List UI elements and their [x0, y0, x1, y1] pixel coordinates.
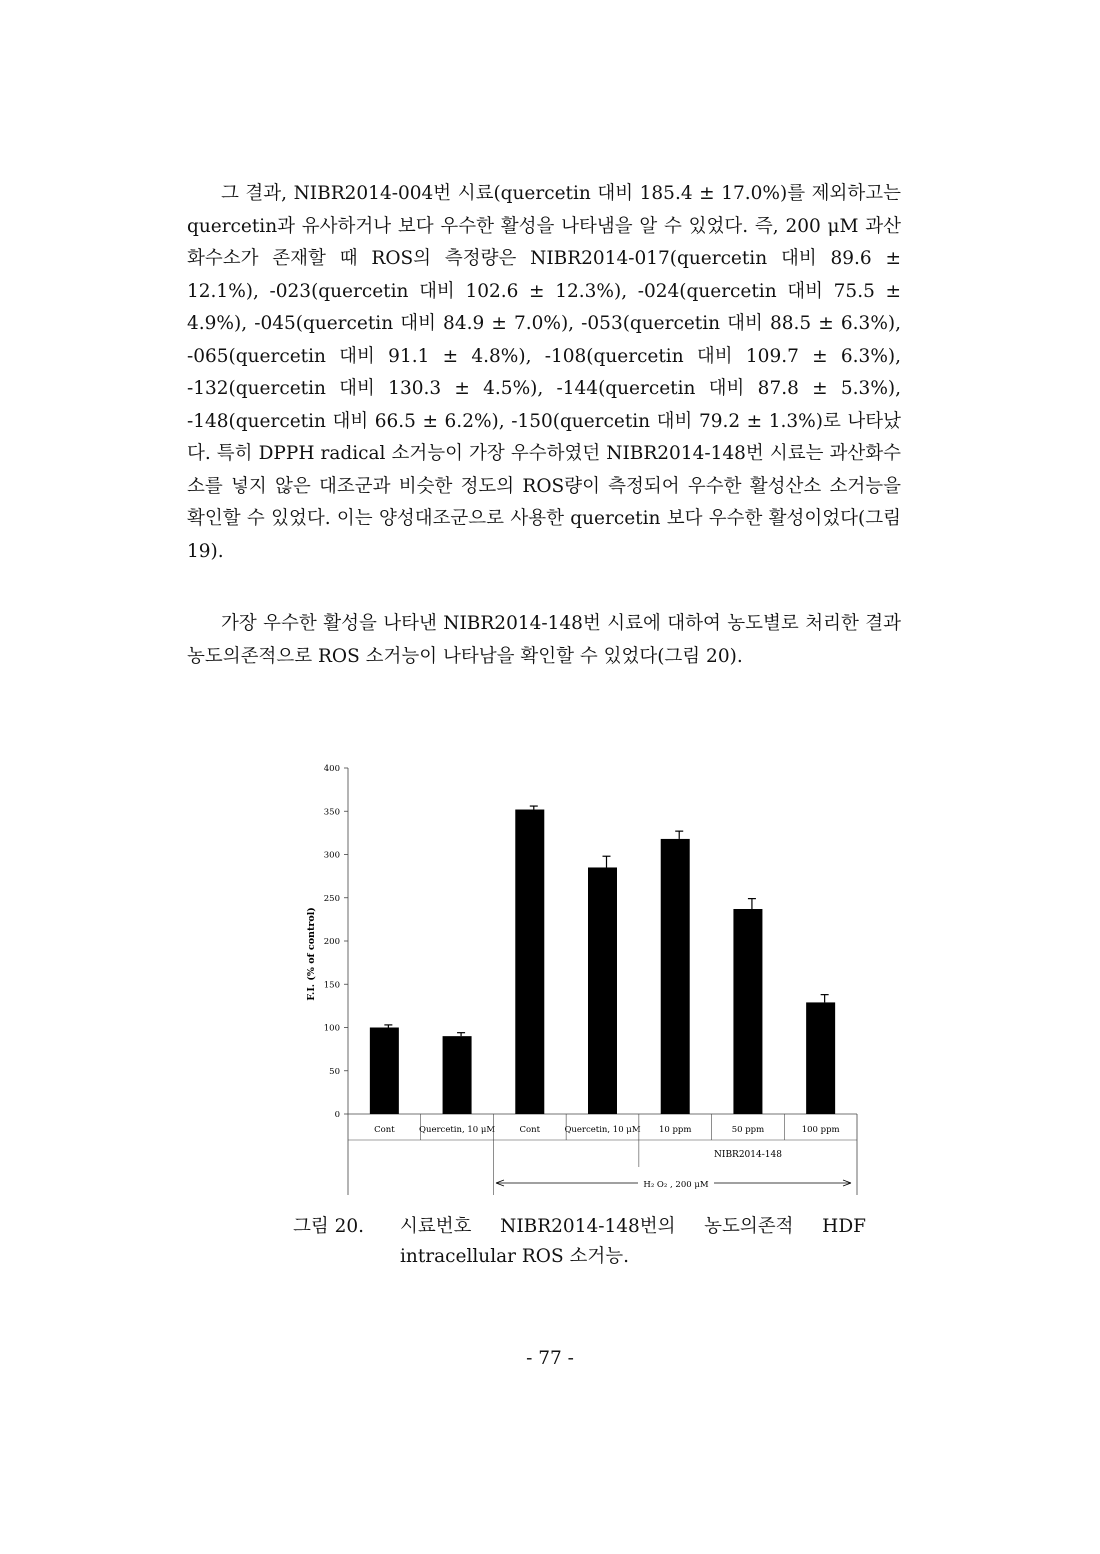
x-tick-label: Quercetin, 10 μM	[564, 1125, 641, 1135]
bar-series	[370, 806, 835, 1114]
x-tick-label: Quercetin, 10 μM	[419, 1125, 496, 1135]
y-tick-label: 350	[323, 807, 340, 818]
y-tick-label: 100	[323, 1023, 340, 1034]
group-label-sample: NIBR2014-148	[714, 1150, 782, 1160]
bar	[515, 810, 544, 1114]
figure-caption-label: 그림 20.	[293, 1216, 365, 1237]
y-ticks	[324, 764, 348, 1120]
x-tick-label: 100 ppm	[801, 1125, 840, 1135]
page-number: - 77 -	[526, 1348, 574, 1369]
body-paragraph-2: 가장 우수한 활성을 나타낸 NIBR2014-148번 시료에 대하여 농도별로 처리한 결과 농도의존적으로 ROS 소거능이 나타남을 확인할 수 있었다(그림 20).	[187, 613, 901, 667]
y-tick-label: 200	[323, 937, 340, 947]
figure-caption-line2: intracellular ROS 소거능.	[400, 1246, 630, 1267]
y-tick-label: 150	[323, 980, 340, 991]
y-tick-label: 300	[323, 850, 340, 861]
y-axis-label: F.I. (% of control)	[306, 907, 317, 1001]
y-tick-label: 250	[323, 893, 340, 904]
bar	[733, 909, 762, 1114]
y-tick-label: 50	[329, 1066, 340, 1077]
x-tick-label: Cont	[519, 1125, 541, 1135]
bar	[588, 867, 617, 1114]
group-label-treatment: H₂ O₂ , 200 μM	[643, 1180, 709, 1190]
x-tick-label: 10 ppm	[658, 1125, 692, 1135]
bar	[661, 839, 690, 1114]
y-tick-label: 0	[334, 1110, 340, 1120]
bar	[370, 1028, 399, 1115]
figure-caption-line1: 시료번호 NIBR2014-148번의 농도의존적 HDF	[400, 1216, 866, 1237]
body-paragraph-1: 그 결과, NIBR2014-004번 시료(quercetin 대비 185.4 ± 17.0%)를 제외하고는 quercetin과 유사하거나 보다 우수한 활성을 나타냄을 알 수 있었다. 즉, 200 μM 과산화수소가 존재할 때 ROS의 측정량은 NIBR2014-017(quercetin 대비 89.6 ± 12.1%), -023(quercetin 대비 102.6 ± 12.3%), -024(quercetin 대비 75.5 ± 4.9%), -045(quercetin 대비 84.9 ± 7.0%), -053(quercetin 대비 88.5 ± 6.3%), -065(quercetin 대비 91.1 ± 4.8%), -108(quercetin 대비 109.7 ± 6.3%), -132(quercetin 대비 130.3 ± 4.5%), -144(quercetin 대비 87.8 ± 5.3%), -148(quercetin 대비 66.5 ± 6.2%), -150(quercetin 대비 79.2 ± 1.3%)로 나타났다. 특히 DPPH radical 소거능이 가장 우수하였던 NIBR2014-148번 시료는 과산화수소를 넣지 않은 대조군과 비슷한 정도의 ROS량이 측정되어 우수한 활성산소 소거능을 확인할 수 있었다. 이는 양성대조군으로 사용한 quercetin 보다 우수한 활성이었다(그림 19).	[187, 183, 901, 562]
x-tick-label: 50 ppm	[731, 1125, 765, 1135]
bar	[806, 1002, 835, 1114]
x-tick-label: Cont	[374, 1125, 395, 1135]
bar	[443, 1036, 472, 1114]
y-tick-label: 400	[323, 764, 340, 774]
ros-bar-chart	[296, 757, 876, 1203]
